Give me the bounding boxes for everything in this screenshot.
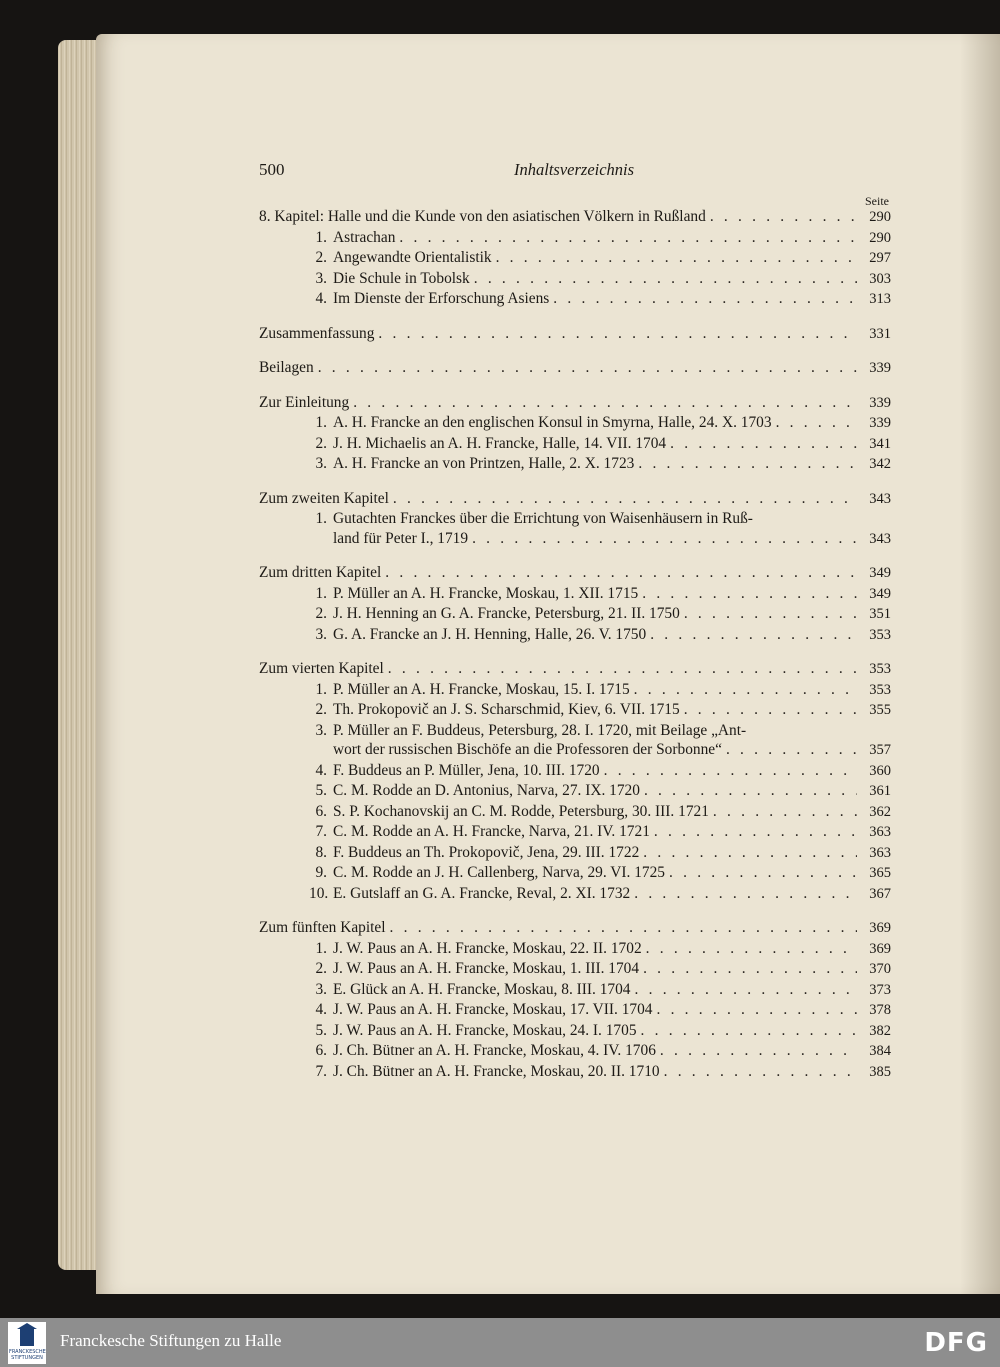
- toc-subentry-label: [309, 1021, 637, 1041]
- toc-subentry-text: J. W. Paus an A. H. Francke, Moskau, 22. II. 1702: [333, 939, 642, 957]
- toc-subentry-label: [309, 884, 630, 904]
- toc-subentry-label: [309, 980, 631, 1000]
- dot-leader: [669, 863, 857, 883]
- toc-subentry-number: 6.: [315, 1042, 327, 1059]
- toc-entry-label: Zum zweiten Kapitel: [259, 489, 389, 507]
- toc-entry[interactable]: [259, 659, 891, 680]
- toc-subentry-label: [309, 604, 680, 624]
- toc-entry-label: 8. Kapitel: Halle und die Kunde von den asiatischen Völkern in Rußland: [259, 208, 706, 225]
- toc-subentry-page: 362: [869, 803, 891, 820]
- dfg-logo[interactable]: DFG: [924, 1328, 988, 1358]
- seite-column-label: Seite: [865, 194, 889, 208]
- toc-gap: [259, 645, 891, 659]
- toc-entry-page: 339: [869, 394, 891, 411]
- toc-subentry-continuation: [259, 740, 891, 761]
- toc-subentry-number: 2.: [315, 605, 327, 622]
- dot-leader: [713, 802, 857, 822]
- dot-leader: [643, 959, 857, 979]
- toc-subentry[interactable]: [259, 980, 891, 1001]
- toc-subentry[interactable]: [259, 802, 891, 823]
- toc-entry[interactable]: [259, 324, 891, 345]
- toc-subentry-number: 2.: [315, 701, 327, 718]
- toc-entry-page: 343: [869, 490, 891, 507]
- toc-subentry-label: [309, 781, 640, 801]
- dot-leader: [650, 625, 857, 645]
- toc-subentry[interactable]: [259, 434, 891, 455]
- toc-subentry[interactable]: [259, 413, 891, 434]
- toc-subentry-page: 349: [869, 585, 891, 602]
- toc-entry-label: Zur Einleitung: [259, 393, 350, 411]
- toc-subentry-text: S. P. Kochanovskij an C. M. Rodde, Petersburg, 30. III. 1721: [333, 802, 709, 820]
- dot-leader: [776, 413, 857, 433]
- dot-leader: [638, 454, 857, 474]
- toc-subentry-text: A. H. Francke an den englischen Konsul in Smyrna, Halle, 24. X. 1703: [333, 414, 772, 431]
- toc-subentry-text: Im Dienste der Erforschung Asiens: [333, 290, 550, 307]
- toc-subentry-page: 351: [869, 606, 891, 622]
- toc-entry-page: 331: [869, 325, 891, 342]
- toc-subentry-text: E. Glück an A. H. Francke, Moskau, 8. III. 1704: [333, 980, 631, 998]
- toc-subentry[interactable]: [259, 1041, 891, 1062]
- toc-subentry-number: 4.: [315, 1001, 327, 1018]
- toc-subentry-number: 1.: [315, 680, 327, 698]
- toc-subentry-number: 1.: [315, 414, 327, 431]
- toc-subentry-page: 360: [869, 762, 891, 779]
- toc-entry[interactable]: [259, 393, 891, 414]
- toc-subentry-page: 363: [869, 824, 891, 840]
- toc-subentry-page: 341: [869, 435, 891, 452]
- toc-subentry-page: 357: [869, 742, 891, 758]
- toc-entry-page: 353: [869, 661, 891, 677]
- toc-subentry-text: J. W. Paus an A. H. Francke, Moskau, 17. VII. 1704: [333, 1001, 653, 1018]
- toc-subentry-number: 3.: [315, 980, 327, 998]
- toc-subentry-label: [309, 959, 639, 979]
- dot-leader: [635, 980, 858, 1000]
- toc-gap: [259, 379, 891, 393]
- toc-subentry-text: C. M. Rodde an J. H. Callenberg, Narva, 29. VI. 1725: [333, 864, 665, 881]
- toc-subentry-text: Angewandte Orientalistik: [333, 249, 492, 266]
- toc-subentry-number: 10.: [309, 884, 329, 902]
- toc-subentry-number: 3.: [315, 625, 327, 643]
- toc-subentry-page: 361: [869, 783, 891, 799]
- logo-caption: FRANCKESCHE STIFTUNGEN: [9, 1349, 46, 1361]
- toc-subentry-label: [309, 625, 646, 645]
- toc-entry[interactable]: [259, 918, 891, 939]
- toc-subentry-page: 290: [869, 229, 891, 246]
- dot-leader: [664, 1062, 857, 1082]
- toc-subentry-label: [309, 802, 709, 822]
- toc-subentry-label: [309, 454, 634, 474]
- toc-subentry-text: G. A. Francke an J. H. Henning, Halle, 26. V. 1750: [333, 625, 647, 643]
- toc-entry[interactable]: [259, 207, 891, 228]
- dot-leader: [388, 659, 857, 679]
- toc-subentry-label: [309, 584, 638, 604]
- dot-leader: [496, 248, 857, 268]
- toc-subentry-text: Astrachan: [333, 228, 396, 246]
- toc-subentry-text: J. H. Michaelis an A. H. Francke, Halle, 14. VII. 1704: [333, 434, 667, 452]
- toc-subentry-text: F. Buddeus an P. Müller, Jena, 10. III. 1720: [333, 761, 600, 779]
- toc-subentry[interactable]: [259, 761, 891, 782]
- dot-leader: [642, 584, 857, 604]
- toc-subentry-page: 382: [869, 1022, 891, 1039]
- toc-subentry-number: 1.: [315, 584, 327, 602]
- toc-subentry-text: Die Schule in Tobolsk: [333, 269, 470, 287]
- dot-leader: [643, 843, 857, 863]
- dot-leader: [684, 700, 857, 720]
- dot-leader: [553, 289, 857, 309]
- toc-subentry-number: 3.: [315, 455, 327, 472]
- franckesche-logo: [8, 1322, 46, 1364]
- toc-subentry-label: [309, 269, 470, 289]
- toc-subentry[interactable]: [259, 680, 891, 701]
- toc-subentry-label: [309, 289, 549, 309]
- toc-gap: [259, 549, 891, 563]
- toc-subentry-text: C. M. Rodde an A. H. Francke, Narva, 21. IV. 1721: [333, 823, 650, 840]
- dot-leader: [660, 1041, 857, 1061]
- institution-name[interactable]: Franckesche Stiftungen zu Halle: [60, 1331, 282, 1350]
- toc-subentry-text: J. H. Henning an G. A. Francke, Petersburg, 21. II. 1750: [333, 605, 680, 622]
- toc-subentry-page: 367: [869, 885, 891, 902]
- toc-subentry-line: [259, 509, 891, 529]
- toc-subentry-label: [309, 721, 746, 741]
- toc-subentry-number: 3.: [315, 269, 327, 287]
- toc-subentry-page: 369: [869, 940, 891, 957]
- toc-entry-label: Zum dritten Kapitel: [259, 564, 382, 581]
- toc-subentry[interactable]: [259, 700, 891, 721]
- toc-subentry-number: 8.: [315, 843, 327, 861]
- toc-subentry-label: [309, 939, 642, 959]
- toc-subentry-text: Th. Prokopovič an J. S. Scharschmid, Kiev, 6. VII. 1715: [333, 701, 680, 718]
- toc-subentry-label: [309, 843, 639, 863]
- toc-subentry-label: [309, 509, 753, 529]
- toc-entry[interactable]: [259, 489, 891, 510]
- dot-leader: [604, 761, 857, 781]
- toc-subentry-text: E. Gutslaff an G. A. Francke, Reval, 2. XI. 1732: [333, 884, 631, 902]
- toc-subentry-number: 7.: [315, 1062, 327, 1080]
- dot-leader: [670, 434, 857, 454]
- toc-subentry-label: [309, 680, 630, 700]
- toc-entry-label: Zusammenfassung: [259, 324, 375, 342]
- toc-subentry-page: 363: [869, 844, 891, 861]
- footer-bar: [0, 1318, 1000, 1367]
- toc-subentry-multiline[interactable]: [259, 509, 891, 549]
- toc-subentry-page: 365: [869, 865, 891, 881]
- toc-gap: [259, 475, 891, 489]
- toc-subentry-label: [309, 413, 772, 433]
- dot-leader: [472, 529, 857, 549]
- page-number: 500: [259, 160, 285, 179]
- page-title: Inhaltsverzeichnis: [514, 160, 635, 179]
- toc-subentry-number: 2.: [315, 249, 327, 266]
- dot-leader: [390, 918, 857, 938]
- toc-gap: [259, 310, 891, 324]
- toc-subentry[interactable]: [259, 1000, 891, 1021]
- toc-subentry[interactable]: [259, 1021, 891, 1042]
- toc-subentry[interactable]: [259, 454, 891, 475]
- toc-subentry-page: 384: [869, 1043, 891, 1059]
- dot-leader: [654, 822, 857, 842]
- toc-subentry-number: 9.: [315, 864, 327, 881]
- toc-subentry-page: 370: [869, 961, 891, 977]
- toc-gap: [259, 904, 891, 918]
- building-icon: [20, 1328, 34, 1346]
- toc-subentry-cont-text: wort der russischen Bischöfe an die Professoren der Sorbonne“: [333, 741, 722, 758]
- toc-subentry-page: 343: [869, 530, 891, 547]
- toc-entry-page: 339: [869, 360, 891, 376]
- toc-subentry-page: 353: [869, 681, 891, 698]
- toc-entry-label: Beilagen: [259, 359, 314, 376]
- toc-subentry-label: [309, 228, 395, 248]
- toc-subentry-page: 385: [869, 1063, 891, 1080]
- toc-subentry-number: 1.: [315, 939, 327, 957]
- toc-subentry[interactable]: [259, 843, 891, 864]
- toc-subentry-page: 339: [869, 415, 891, 431]
- toc-subentry[interactable]: [259, 959, 891, 980]
- toc-subentry-label: [309, 434, 666, 454]
- toc-subentry-number: 4.: [315, 290, 327, 307]
- toc-entry-label: Zum vierten Kapitel: [259, 660, 384, 677]
- toc-subentry-number: 1.: [315, 228, 327, 246]
- toc-subentry-label: [309, 248, 492, 268]
- toc-subentry-page: 378: [869, 1002, 891, 1018]
- toc-subentry-text: J. Ch. Bütner an A. H. Francke, Moskau, 20. II. 1710: [333, 1062, 660, 1080]
- dot-leader: [656, 1000, 857, 1020]
- toc-subentry[interactable]: [259, 1062, 891, 1083]
- toc-subentry-page: 297: [869, 250, 891, 266]
- toc-subentry-label: [309, 1041, 656, 1061]
- dot-leader: [318, 358, 857, 378]
- toc-entry-label: Zum fünften Kapitel: [259, 919, 386, 936]
- dot-leader: [644, 781, 857, 801]
- toc-subentry-text: A. H. Francke an von Printzen, Halle, 2. X. 1723: [333, 455, 635, 472]
- toc-subentry-page: 303: [869, 270, 891, 287]
- toc-subentry-label: [309, 700, 680, 720]
- toc-subentry-number: 5.: [315, 782, 327, 799]
- dot-leader: [399, 228, 857, 248]
- toc-subentry-number: 2.: [315, 434, 327, 452]
- dot-leader: [353, 393, 857, 413]
- toc-subentry-text: C. M. Rodde an D. Antonius, Narva, 27. IX. 1720: [333, 782, 640, 799]
- toc-subentry-label: [309, 1000, 652, 1020]
- toc-subentry-text: P. Müller an A. H. Francke, Moskau, 15. I. 1715: [333, 680, 630, 698]
- toc-subentry[interactable]: [259, 625, 891, 646]
- toc-subentry[interactable]: [259, 228, 891, 249]
- toc-subentry-number: 2.: [315, 960, 327, 977]
- toc-subentry-number: 4.: [315, 761, 327, 779]
- toc-subentry-number: 5.: [315, 1021, 327, 1039]
- toc-subentry-page: 342: [869, 456, 891, 472]
- dot-leader: [474, 269, 857, 289]
- toc-subentry[interactable]: [259, 269, 891, 290]
- toc-subentry-number: 3.: [315, 721, 327, 739]
- toc-subentry-text: P. Müller an A. H. Francke, Moskau, 1. XII. 1715: [333, 584, 639, 602]
- dot-leader: [646, 939, 857, 959]
- dot-leader: [726, 740, 857, 760]
- dot-leader: [710, 207, 857, 227]
- toc-subentry-cont-text: land für Peter I., 1719: [333, 529, 469, 547]
- dot-leader: [393, 489, 857, 509]
- toc-subentry[interactable]: [259, 939, 891, 960]
- dot-leader: [634, 680, 857, 700]
- dot-leader: [641, 1021, 857, 1041]
- toc-gap: [259, 344, 891, 358]
- toc-subentry-label: [309, 1062, 660, 1082]
- toc-subentry-text: Gutachten Franckes über die Errichtung von Waisenhäusern in Ruß-: [333, 510, 753, 527]
- toc-entry[interactable]: [259, 563, 891, 584]
- toc-entry-page: 290: [869, 209, 891, 225]
- dot-leader: [385, 563, 857, 583]
- toc-subentry-page: 355: [869, 702, 891, 718]
- toc-subentry-page: 313: [869, 291, 891, 307]
- toc-entry-page: 369: [869, 920, 891, 936]
- running-header: [259, 160, 891, 194]
- toc-subentry-number: 7.: [315, 823, 327, 840]
- toc-subentry-page: 353: [869, 626, 891, 643]
- toc-subentry[interactable]: [259, 248, 891, 269]
- toc-subentry[interactable]: [259, 781, 891, 802]
- toc-subentry[interactable]: [259, 584, 891, 605]
- toc-subentry[interactable]: [259, 604, 891, 625]
- toc-subentry[interactable]: [259, 822, 891, 843]
- toc-subentry[interactable]: [259, 884, 891, 905]
- toc-subentry-page: 373: [869, 981, 891, 998]
- dot-leader: [684, 604, 857, 624]
- toc-subentry-label: [309, 761, 600, 781]
- toc-subentry-continuation: [259, 529, 891, 550]
- dot-leader: [634, 884, 857, 904]
- toc-subentry-label: [309, 822, 650, 842]
- toc-subentry-text: P. Müller an F. Buddeus, Petersburg, 28. I. 1720, mit Beilage „Ant-: [333, 721, 747, 739]
- toc-subentry[interactable]: [259, 289, 891, 310]
- toc-subentry-number: 1.: [315, 510, 327, 527]
- toc-subentry[interactable]: [259, 863, 891, 884]
- dot-leader: [378, 324, 857, 344]
- toc-entry-page: 349: [869, 565, 891, 581]
- toc-subentry-text: F. Buddeus an Th. Prokopovič, Jena, 29. III. 1722: [333, 843, 640, 861]
- toc-subentry-text: J. Ch. Bütner an A. H. Francke, Moskau, 4. IV. 1706: [333, 1042, 656, 1059]
- toc-entry[interactable]: [259, 358, 891, 379]
- toc-content: [259, 160, 891, 1082]
- toc-subentry-line: [259, 721, 891, 741]
- toc-subentry-number: 6.: [315, 802, 327, 820]
- toc-subentry-label: [309, 863, 665, 883]
- toc-subentry-text: J. W. Paus an A. H. Francke, Moskau, 1. III. 1704: [333, 960, 640, 977]
- toc-subentry-text: J. W. Paus an A. H. Francke, Moskau, 24. I. 1705: [333, 1021, 637, 1039]
- toc-subentry-multiline[interactable]: [259, 721, 891, 761]
- toc-list: [259, 207, 891, 1082]
